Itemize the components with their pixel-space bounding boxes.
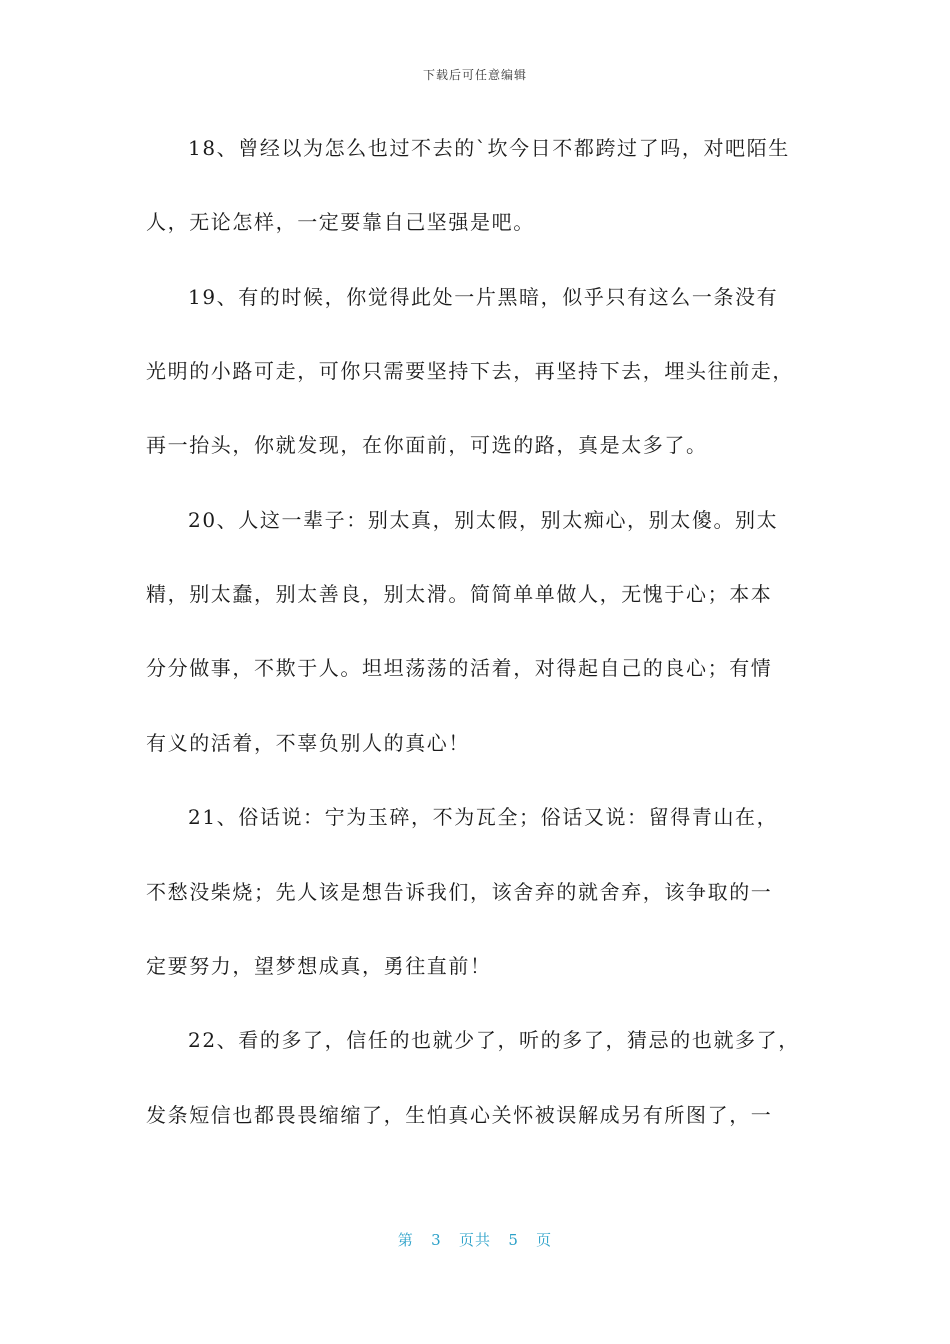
footer-prefix: 第: [397, 1231, 414, 1249]
paragraph-19-line-2: 光明的小路可走，可你只需要坚持下去，再坚持下去，埋头往前走，: [146, 359, 794, 383]
page-footer: [0, 1229, 950, 1250]
paragraph-22-line-2: 发条短信也都畏畏缩缩了，生怕真心关怀被误解成另有所图了，一: [146, 1103, 773, 1127]
footer-current-page: 3: [431, 1231, 442, 1249]
footer-middle: 页共: [458, 1231, 491, 1249]
paragraph-21-line-3: 定要努力，望梦想成真，勇往直前！: [146, 954, 492, 978]
paragraph-19-line-3: 再一抬头，你就发现，在你面前，可选的路，真是太多了。: [146, 433, 708, 457]
page-header: 下载后可任意编辑: [422, 68, 527, 82]
paragraph-22-line-1: 22、看的多了，信任的也就少了，听的多了，猜忌的也就多了，: [188, 1028, 800, 1052]
paragraph-20-line-1: 20、人这一辈子：别太真，别太假，别太痴心，别太傻。别太: [188, 508, 779, 532]
paragraph-18-line-2: 人，无论怎样，一定要靠自己坚强是吧。: [146, 210, 535, 234]
paragraph-21-line-2: 不愁没柴烧；先人该是想告诉我们，该舍弃的就舍弃，该争取的一: [146, 880, 773, 904]
paragraph-20-line-3: 分分做事，不欺于人。坦坦荡荡的活着，对得起自己的良心；有情: [146, 656, 773, 680]
paragraph-21-line-1: 21、俗话说：宁为玉碎，不为瓦全；俗话又说：留得青山在，: [188, 805, 779, 829]
paragraph-20-line-4: 有义的活着，不辜负别人的真心！: [146, 731, 470, 755]
paragraph-20-line-2: 精，别太蠢，别太善良，别太滑。简简单单做人，无愧于心；本本: [146, 582, 773, 606]
paragraph-19-line-1: 19、有的时候，你觉得此处一片黑暗，似乎只有这么一条没有: [188, 285, 779, 309]
paragraph-18-line-1: 18、曾经以为怎么也过不去的`坎今日不都跨过了吗，对吧陌生: [188, 136, 790, 160]
footer-total-pages: 5: [508, 1231, 519, 1249]
footer-suffix: 页: [536, 1231, 553, 1249]
